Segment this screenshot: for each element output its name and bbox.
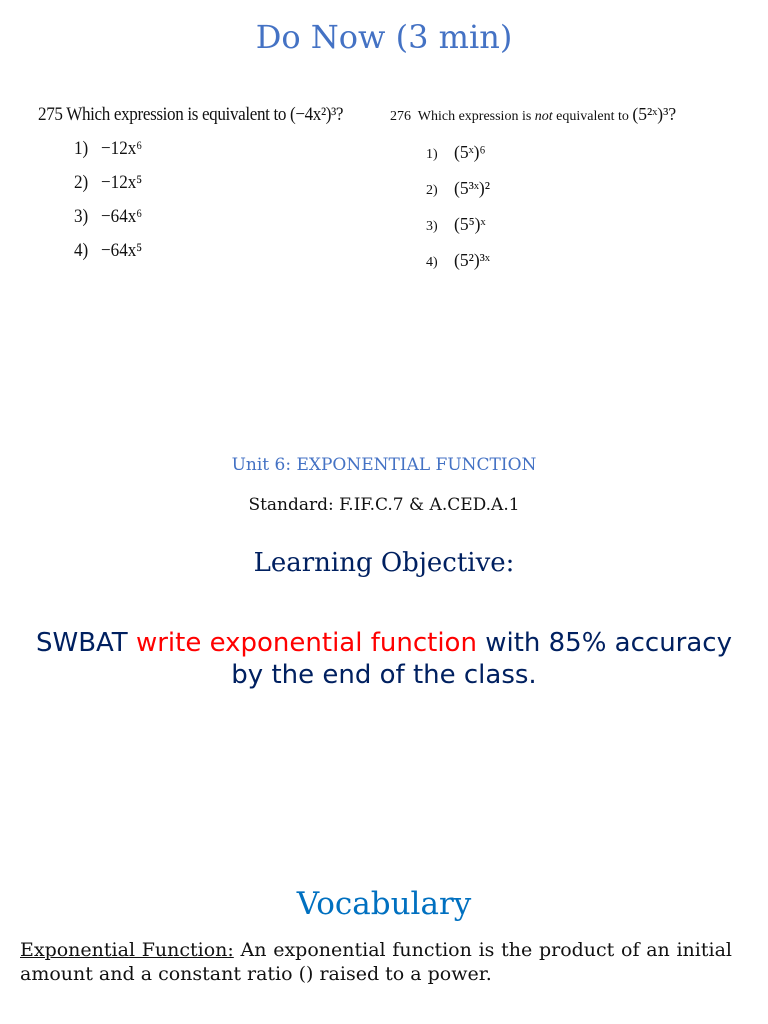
unit-title: Unit 6: EXPONENTIAL FUNCTION — [231, 455, 537, 475]
question-number: 276 — [390, 109, 411, 124]
objective-suffix: with 85% accuracy by the end of the class. — [231, 628, 732, 690]
question-number: 275 — [38, 104, 63, 125]
answer-option — [426, 214, 486, 235]
question-expression: (−4x²)³? — [289, 104, 344, 125]
question-prompt — [38, 104, 343, 126]
option-text: −12x⁶ — [101, 138, 143, 159]
option-text: −64x⁶ — [101, 206, 143, 227]
answer-option — [74, 240, 142, 262]
question-expression: (5²ˣ)³? — [632, 104, 677, 124]
option-text: (5ˣ)⁶ — [454, 142, 486, 162]
question-text: Which expression is — [417, 109, 532, 124]
question-276 — [390, 104, 677, 270]
answer-option — [74, 172, 142, 194]
option-text: −64x⁵ — [101, 240, 143, 261]
objective-highlight: write exponential function — [135, 628, 477, 658]
option-number: 1) — [426, 147, 438, 162]
question-prompt — [390, 104, 676, 125]
answer-option — [74, 138, 142, 160]
option-number: 3) — [426, 219, 438, 234]
option-number: 2) — [74, 172, 89, 193]
option-text: (5⁵)ˣ — [454, 214, 486, 234]
question-text: Which expression is equivalent to — [66, 104, 287, 125]
option-text: −12x⁵ — [101, 172, 143, 193]
answer-option — [426, 250, 490, 271]
option-number: 1) — [74, 138, 89, 159]
option-text: (5³ˣ)² — [454, 178, 490, 198]
option-number: 4) — [74, 240, 89, 261]
standard-label: Standard: F.IF.C.7 & A.CED.A.1 — [248, 495, 520, 515]
definition-term: Exponential Function: — [20, 939, 234, 961]
answer-option — [426, 142, 486, 163]
option-text: (5²)³ˣ — [454, 250, 490, 270]
question-emphasis: not — [534, 109, 553, 124]
objective-prefix: SWBAT — [35, 628, 128, 658]
definition-text: An exponential function is the product of an initial amount and a constant ratio () raised to a power. — [20, 939, 732, 985]
vocabulary-definition — [20, 938, 732, 986]
vocabulary-heading: Vocabulary — [296, 886, 472, 922]
objective-statement — [20, 627, 748, 691]
option-number: 3) — [74, 206, 89, 227]
question-text-end: equivalent to — [556, 109, 629, 124]
learning-objective-heading: Learning Objective: — [253, 548, 515, 578]
option-number: 4) — [426, 255, 438, 270]
question-275 — [38, 104, 377, 261]
answer-option — [426, 178, 490, 199]
answer-option — [74, 206, 142, 228]
option-number: 2) — [426, 183, 438, 198]
slide-title: Do Now (3 min) — [255, 18, 513, 56]
